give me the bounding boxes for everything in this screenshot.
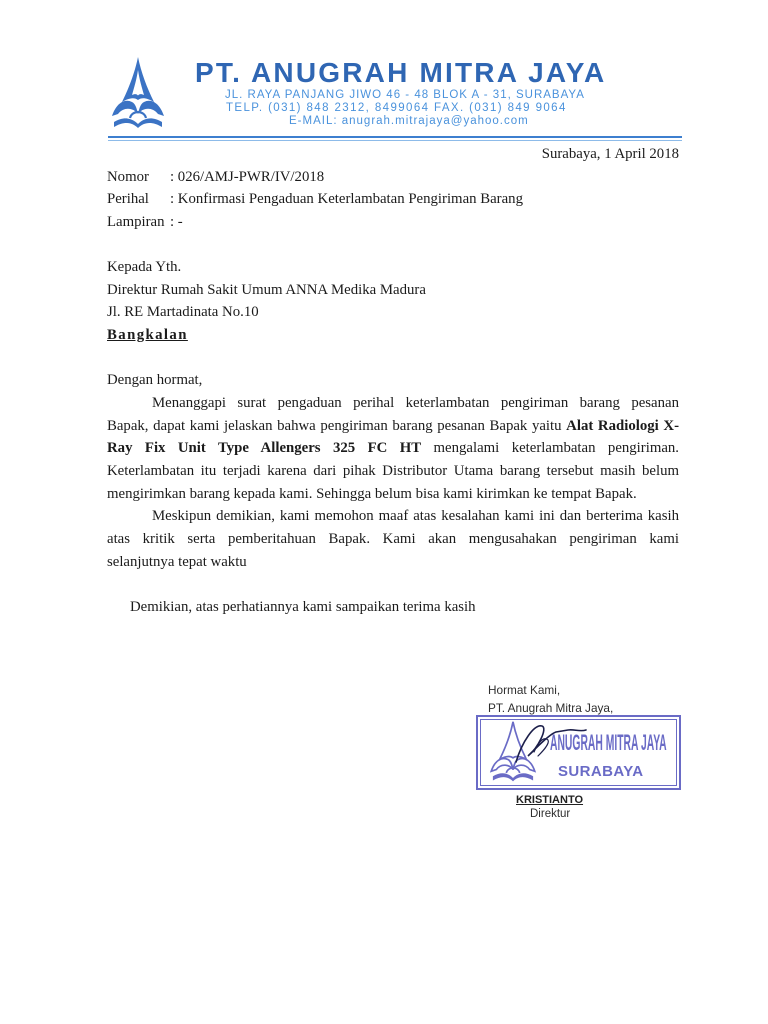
- reference-label: Lampiran: [107, 213, 165, 230]
- handwritten-signature: [498, 712, 608, 778]
- reference-value: : 026/AMJ-PWR/IV/2018: [170, 168, 325, 185]
- paragraph-1-line-2: [107, 415, 679, 438]
- paragraph-text: mengalami keterlambatan pengiriman.: [433, 440, 680, 457]
- paragraph-2-line-2: atas kritik serta pemberitahuan Bapak. Kami akan mengusahakan pengiriman kami: [107, 530, 679, 547]
- recipient-street: Jl. RE Martadinata No.10: [107, 304, 259, 321]
- blank-line: [107, 347, 679, 370]
- reference-label: Perihal: [107, 191, 149, 208]
- recipient-name: Direktur Rumah Sakit Umum ANNA Medika Madura: [107, 281, 426, 298]
- letter-body: [107, 143, 679, 618]
- reference-value: : Konfirmasi Pengaduan Keterlambatan Pengiriman Barang: [170, 191, 523, 208]
- paragraph-2-line-3: selanjutnya tepat waktu: [107, 553, 247, 570]
- paragraph-1-line-5: mengirimkan barang kepada kami. Sehingga belum bisa kami kirimkan ke tempat Bapak.: [107, 485, 637, 502]
- paragraph-1-line-1: Menanggapi surat pengaduan perihal keterlambatan pengiriman barang pesanan: [152, 395, 679, 412]
- greeting: Dengan hormat,: [107, 372, 203, 389]
- signer-name: KRISTIANTO: [516, 794, 584, 806]
- reference-number: [107, 166, 679, 189]
- recipient-city-line: [107, 324, 679, 347]
- letterhead-rule-thin: [108, 140, 682, 141]
- company-email: E-MAIL: anugrah.mitrajaya@yahoo.com: [289, 114, 529, 127]
- product-name-emphasis: Ray Fix Unit Type Allengers 325 FC HT: [107, 440, 422, 457]
- closing-sentence: Demikian, atas perhatiannya kami sampaikan terima kasih: [130, 598, 476, 615]
- blank-line: [107, 573, 679, 596]
- signature-company: PT. Anugrah Mitra Jaya,: [488, 701, 614, 715]
- reference-value: : -: [170, 213, 183, 230]
- company-phone-fax: TELP. (031) 848 2312, 8499064 FAX. (031) 849 9064: [226, 101, 567, 114]
- reference-subject: [107, 188, 679, 211]
- letterhead-rule: [108, 136, 682, 138]
- signature-regards: Hormat Kami,: [488, 683, 561, 697]
- product-name-emphasis: Alat Radiologi X-: [566, 417, 679, 434]
- paragraph-text: Bapak, dapat kami jelaskan bahwa pengiriman barang pesanan Bapak yaitu: [107, 417, 562, 434]
- stamp-city-text: SURABAYA: [558, 763, 644, 780]
- paragraph-1-line-3: [107, 437, 679, 460]
- company-name: PT. ANUGRAH MITRA JAYA: [195, 57, 607, 88]
- recipient-city: Bangkalan: [107, 327, 188, 344]
- paragraph-2-line-1: Meskipun demikian, kami memohon maaf atas kesalahan kami ini dan berterima kasih: [152, 508, 679, 525]
- paragraph-1-line-4: Keterlambatan itu terjadi karena dari pihak Distributor Utama barang tersebut masih belum: [107, 462, 679, 479]
- reference-attachment: [107, 211, 679, 234]
- blank-line: [107, 234, 679, 257]
- stamp-company-text: ANUGRAH MITRA JAYA: [550, 730, 667, 755]
- signer-title: Direktur: [530, 808, 571, 820]
- reference-label: Nomor: [107, 168, 149, 185]
- recipient-salutation: Kepada Yth.: [107, 259, 182, 276]
- date-line: Surabaya, 1 April 2018: [541, 146, 679, 162]
- company-logo-icon: [110, 56, 166, 130]
- company-address: JL. RAYA PANJANG JIWO 46 - 48 BLOK A - 31, SURABAYA: [225, 88, 585, 101]
